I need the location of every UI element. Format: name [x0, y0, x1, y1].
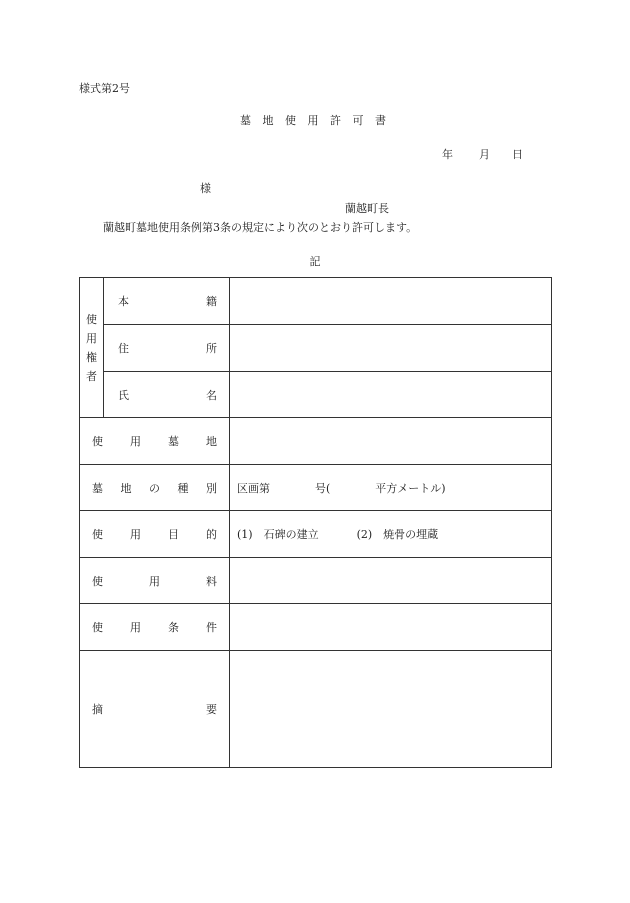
address-label-cell — [104, 325, 230, 372]
holder-group-label — [80, 310, 103, 386]
label-char: 要 — [206, 703, 217, 716]
fee-value[interactable] — [230, 558, 552, 604]
label-char: の — [149, 481, 160, 495]
label-char: 条 — [168, 621, 179, 634]
date-year-label: 年 — [442, 148, 453, 161]
name-label — [104, 387, 229, 403]
grave-type-label-cell — [80, 465, 230, 511]
label-char: 摘 — [92, 703, 103, 716]
domicile-label-cell — [104, 278, 230, 325]
section-prefix: 区画第 — [237, 481, 270, 495]
grave-label-cell — [80, 418, 230, 465]
label-char: 用 — [130, 528, 141, 541]
issuer-name: 蘭越町長 — [345, 202, 389, 215]
table-row — [80, 651, 552, 768]
label-char: 氏 — [118, 388, 129, 402]
holder-group-char: 使 — [86, 312, 97, 326]
holder-group-char: 用 — [86, 331, 97, 345]
table-row — [80, 465, 552, 511]
conditions-label — [80, 619, 229, 635]
grave-type-label — [80, 480, 229, 496]
conditions-value[interactable] — [230, 604, 552, 651]
grave-type-line — [230, 480, 551, 496]
form-number: 様式第2号 — [79, 82, 130, 95]
remarks-label-cell — [80, 651, 230, 768]
name-label-cell — [104, 372, 230, 418]
address-label — [104, 340, 229, 356]
label-char: 所 — [206, 342, 217, 355]
table-row — [80, 604, 552, 651]
label-char: 使 — [92, 621, 103, 634]
label-char: 住 — [118, 342, 129, 355]
fee-label-cell — [80, 558, 230, 604]
purpose-option-monument[interactable]: (1) 石碑の建立 — [237, 528, 319, 541]
label-char: 使 — [92, 528, 103, 541]
label-char: 墓 — [92, 481, 103, 495]
fee-label — [80, 573, 229, 589]
table-row — [80, 372, 552, 418]
table-row — [80, 325, 552, 372]
document-title: 墓 地 使 用 許 可 書 — [240, 114, 390, 127]
label-char: 地 — [120, 481, 132, 495]
table-row — [80, 558, 552, 604]
remarks-label — [80, 701, 229, 717]
label-char: 墓 — [168, 435, 179, 448]
label-char: 使 — [92, 574, 103, 588]
holder-group-cell — [80, 278, 104, 418]
label-char: 使 — [92, 435, 103, 448]
permit-table — [79, 277, 552, 768]
holder-group-char: 者 — [86, 369, 97, 383]
grave-label — [80, 433, 229, 449]
section-number-suffix: 号( — [315, 481, 331, 495]
label-char: 目 — [168, 528, 179, 541]
label-char: 料 — [206, 574, 217, 588]
label-char: 的 — [206, 528, 217, 541]
permit-statement: 蘭越町墓地使用条例第3条の規定により次のとおり許可します。 — [103, 221, 418, 234]
label-char: 籍 — [206, 295, 217, 308]
date-month-label: 月 — [479, 148, 490, 161]
purpose-value[interactable] — [230, 511, 552, 558]
table-row — [80, 278, 552, 325]
purpose-option-burial[interactable]: (2) 焼骨の埋蔵 — [356, 528, 439, 541]
holder-group-char: 権 — [86, 350, 97, 364]
purpose-label — [80, 526, 229, 542]
label-char: 名 — [206, 388, 217, 402]
table-row — [80, 418, 552, 465]
conditions-label-cell — [80, 604, 230, 651]
addressee-suffix: 様 — [200, 182, 211, 195]
address-value[interactable] — [230, 325, 552, 372]
label-char: 地 — [206, 435, 217, 448]
grave-type-value[interactable] — [230, 465, 552, 511]
table-row — [80, 511, 552, 558]
label-char: 種 — [177, 481, 189, 495]
label-char: 用 — [130, 621, 141, 634]
label-char: 件 — [206, 621, 217, 634]
area-unit: 平方メートル) — [375, 481, 446, 495]
ki-heading: 記 — [309, 255, 321, 268]
date-day-label: 日 — [512, 148, 523, 161]
grave-value[interactable] — [230, 418, 552, 465]
purpose-label-cell — [80, 511, 230, 558]
domicile-value[interactable] — [230, 278, 552, 325]
label-char: 用 — [130, 435, 141, 448]
purpose-options — [230, 526, 551, 542]
label-char: 用 — [149, 574, 160, 588]
remarks-value[interactable] — [230, 651, 552, 768]
label-char: 別 — [206, 481, 217, 495]
domicile-label — [104, 293, 229, 309]
name-value[interactable] — [230, 372, 552, 418]
label-char: 本 — [118, 295, 129, 308]
